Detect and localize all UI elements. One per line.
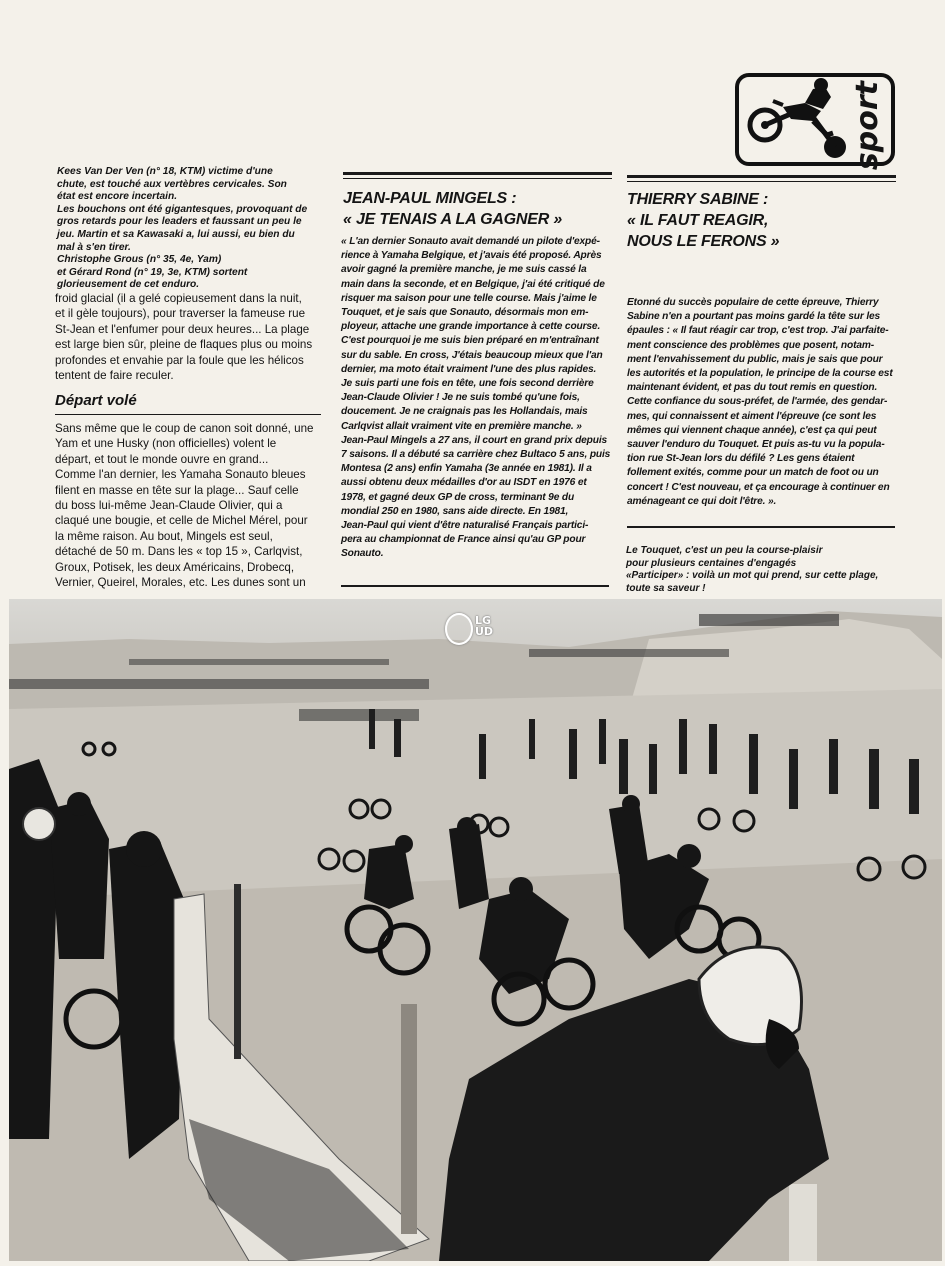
- middle-top-rule-thin: [343, 178, 612, 179]
- subhead-rule: [55, 414, 321, 415]
- mingels-interview: « L'an dernier Sonauto avait demandé un pilote d'expé- rience à Yamaha Belgique, et j'avais été proposé. Après avoir gagné la première manche, je me suis cassé la main dans la seconde, et en Belgique, j'ai été critiqué de risquer ma saison pour une telle course. Mais j'aime le Touquet, et je sais que Sonauto, désormais mon em- ployeur, attache une grande importance à cette course. C'est pourquoi je me suis bien préparé en m'entraînant sur du sable. En cross, J'étais beaucoup mieux que l'an dernier, ma moto était vraiment l'une des plus rapides. Je suis parti une fois en tête, une fois second derrière Jean-Claude Olivier ! Je ne suis tombé qu'une fois, doucement. Je ne craignais pas les Hollandais, mais Carlqvist allait vraiment vite en première manche. » Jean-Paul Mingels a 27 ans, il court en grand prix depuis 7 saisons. Il a débuté sa carrière chez Bultaco 5 ans, puis Montesa (2 ans) enfin Yamaha (3e année en 1981). Il a aussi obtenu deux médailles d'or au ISDT en 1976 et 1978, et gagné deux GP de cross, terminant 9e du mondial 250 en 1980, sans aide directe. En 1981, Jean-Paul qui vient d'être naturalisé Français partici- pera au championnat de France ainsi qu'au GP pour Sonauto.: [341, 236, 611, 560]
- middle-top-rule-thick: [343, 172, 612, 175]
- beach-motocross-photo: [9, 599, 942, 1261]
- right-bottom-rule: [627, 526, 895, 528]
- right-top-rule-thin: [627, 181, 896, 182]
- watermark: [445, 613, 501, 649]
- sabine-interview: Etonné du succès populaire de cette épreuve, Thierry Sabine n'en a pourtant pas moins gardé la tête sur les épaules : « Il faut réagir car trop, c'est trop. J'ai parfaite- ment conscience des problèmes que posent, notam- ment l'envahissement du public, mais je sais que pour les autorités et la population, le principe de la course est maintenant évident, et pas du tout remis en question. Cette confiance du sous-préfet, de l'armée, des gendar- mes, qui connaissent et aiment l'épreuve (ce sont les mêmes qui viennent chaque année), c'est ça qui peut sauver l'enduro du Touquet. Et puis as-tu vu la popula- tion rue St-Jean lors du défilé ? Les gens étaient follement exités, comme pour un match de foot ou un concert ! C'est nouveau, et ça encourage à continuer en aménageant ce qui doit l'être. ».: [627, 297, 893, 507]
- motocross-rider-icon: [743, 77, 853, 162]
- section-subhead: Départ volé: [55, 392, 137, 409]
- sport-logo: [735, 73, 895, 171]
- mingels-headline: JEAN-PAUL MINGELS : « JE TENAIS A LA GAGNER »: [343, 190, 563, 228]
- watermark-face-icon: [445, 613, 473, 645]
- watermark-text: LG UD: [475, 614, 494, 638]
- right-top-rule-thick: [627, 175, 896, 178]
- photo-scene: [9, 599, 942, 1261]
- left-paragraph-2: Sans même que le coup de canon soit donné, une Yam et une Husky (non officielles) volent le départ, et tout le monde ouvre en grand... Comme l'an dernier, les Yamaha Sonauto bleues filent en masse en tête sur la plage... Sauf celle du boss lui-même Jean-Claude Olivier, qui a claqué une bougie, et celle de Michel Mérel, pour la même raison. Au bout, Mingels est seul, détaché de 50 m. Dans les « top 15 », Carlqvist, Groux, Potisek, les deux Américains, Drobecq, Vernier, Queirel, Morales, etc. Les dunes sont un: [55, 422, 314, 590]
- right-photo-caption: Le Touquet, c'est un peu la course-plaisir pour plusieurs centaines d'engagés «Participer» : voilà un mot qui prend, sur cette plage, toute sa saveur !: [626, 545, 879, 594]
- logo-word: sport: [850, 81, 885, 171]
- left-photo-caption: Kees Van Der Ven (n° 18, KTM) victime d'une chute, est touché aux vertèbres cervicales. Son état est encore incertain. Les bouchons ont été gigantesques, provoquant de gros retards pour les leaders et faussant un peu le jeu. Martin et sa Kawasaki a, lui aussi, eu bien du mal à s'en tirer. Christophe Grous (n° 35, 4e, Yam) et Gérard Rond (n° 19, 3e, KTM) sortent glorieusement de cet enduro.: [57, 166, 308, 291]
- sabine-headline: THIERRY SABINE : « IL FAUT REAGIR, NOUS LE FERONS »: [627, 191, 780, 250]
- left-paragraph-1: froid glacial (il a gelé copieusement dans la nuit, et il gèle toujours), pour traverser la fameuse rue St-Jean et l'enfumer pour deux heures... La plage est large bien sûr, pleine de flaques plus ou moins profondes et envahie par la foule que les hélicos tentent de faire reculer.: [55, 292, 313, 383]
- middle-bottom-rule: [341, 585, 609, 587]
